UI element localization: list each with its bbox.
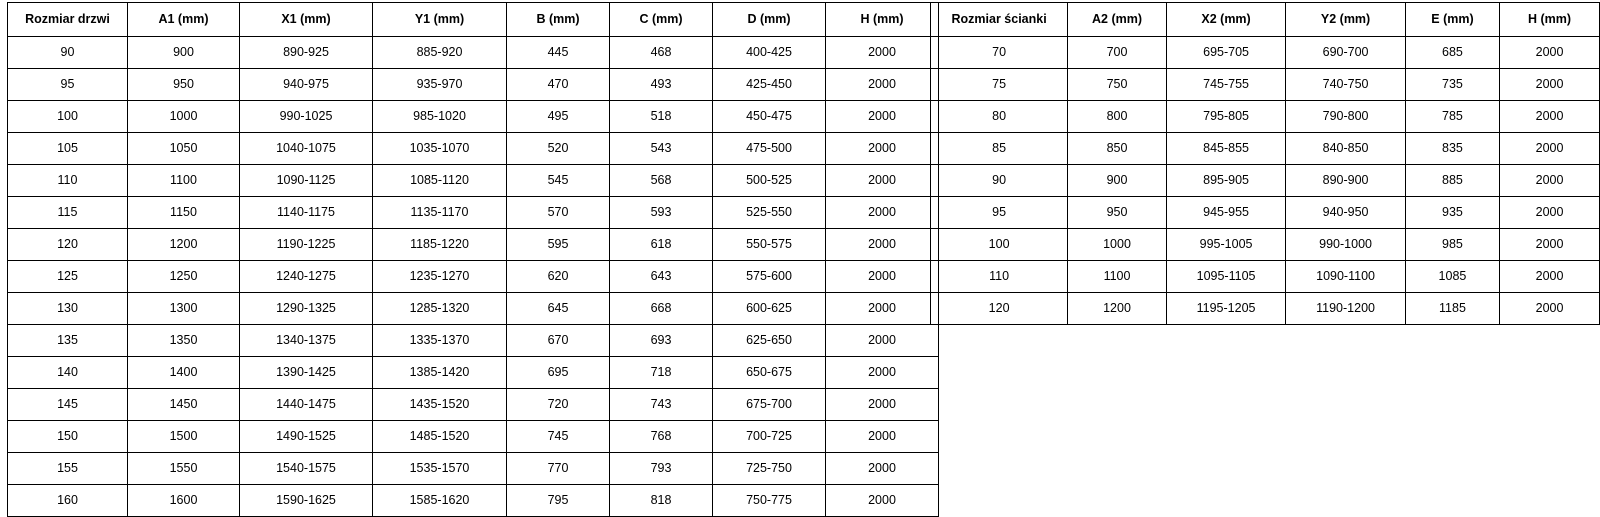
table-cell: 1185 xyxy=(1405,293,1499,325)
table-row xyxy=(931,101,1600,133)
table-cell: 745-755 xyxy=(1166,69,1286,101)
table-cell: 425-450 xyxy=(713,69,826,101)
table-cell: 1400 xyxy=(128,357,240,389)
table-cell: 1200 xyxy=(1068,293,1167,325)
table-cell: 2000 xyxy=(1500,165,1600,197)
table-cell: 1190-1225 xyxy=(240,229,373,261)
table-row xyxy=(8,165,939,197)
table-cell: 720 xyxy=(507,389,610,421)
walls-table-header xyxy=(931,3,1600,37)
table-cell: 718 xyxy=(610,357,713,389)
table-cell: 1235-1270 xyxy=(373,261,507,293)
table-cell: 850 xyxy=(1068,133,1167,165)
doors-table-header xyxy=(8,3,939,37)
table-cell: 1040-1075 xyxy=(240,133,373,165)
doors-dimensions-table-container xyxy=(7,2,939,517)
table-cell: 500-525 xyxy=(713,165,826,197)
table-cell: 115 xyxy=(8,197,128,229)
table-cell: 2000 xyxy=(826,389,939,421)
table-cell: 818 xyxy=(610,485,713,517)
table-cell: 2000 xyxy=(1500,197,1600,229)
table-cell: 110 xyxy=(931,261,1068,293)
table-cell: 543 xyxy=(610,133,713,165)
doors-column-header: X1 (mm) xyxy=(240,3,373,37)
table-cell: 1500 xyxy=(128,421,240,453)
table-cell: 2000 xyxy=(826,37,939,69)
table-cell: 985 xyxy=(1405,229,1499,261)
table-cell: 725-750 xyxy=(713,453,826,485)
walls-dimensions-table-container xyxy=(930,2,1600,325)
table-cell: 1300 xyxy=(128,293,240,325)
table-cell: 1250 xyxy=(128,261,240,293)
table-cell: 685 xyxy=(1405,37,1499,69)
table-cell: 618 xyxy=(610,229,713,261)
table-cell: 1540-1575 xyxy=(240,453,373,485)
table-cell: 625-650 xyxy=(713,325,826,357)
table-cell: 650-675 xyxy=(713,357,826,389)
table-cell: 1450 xyxy=(128,389,240,421)
table-cell: 795-805 xyxy=(1166,101,1286,133)
table-cell: 2000 xyxy=(826,421,939,453)
table-cell: 995-1005 xyxy=(1166,229,1286,261)
table-cell: 85 xyxy=(931,133,1068,165)
table-cell: 70 xyxy=(931,37,1068,69)
table-cell: 75 xyxy=(931,69,1068,101)
table-cell: 950 xyxy=(128,69,240,101)
table-cell: 890-925 xyxy=(240,37,373,69)
table-row xyxy=(8,389,939,421)
table-cell: 670 xyxy=(507,325,610,357)
doors-table-body xyxy=(8,37,939,517)
table-cell: 475-500 xyxy=(713,133,826,165)
walls-column-header: Rozmiar ścianki xyxy=(931,3,1068,37)
table-row xyxy=(8,37,939,69)
table-cell: 575-600 xyxy=(713,261,826,293)
doors-column-header: C (mm) xyxy=(610,3,713,37)
table-cell: 160 xyxy=(8,485,128,517)
table-cell: 110 xyxy=(8,165,128,197)
table-cell: 700 xyxy=(1068,37,1167,69)
doors-column-header: D (mm) xyxy=(713,3,826,37)
table-cell: 2000 xyxy=(826,357,939,389)
table-cell: 568 xyxy=(610,165,713,197)
table-cell: 1590-1625 xyxy=(240,485,373,517)
table-cell: 1535-1570 xyxy=(373,453,507,485)
table-row xyxy=(8,133,939,165)
table-cell: 668 xyxy=(610,293,713,325)
table-cell: 693 xyxy=(610,325,713,357)
table-cell: 545 xyxy=(507,165,610,197)
table-cell: 695-705 xyxy=(1166,37,1286,69)
walls-column-header: Y2 (mm) xyxy=(1286,3,1406,37)
table-cell: 155 xyxy=(8,453,128,485)
table-row xyxy=(931,133,1600,165)
walls-column-header: X2 (mm) xyxy=(1166,3,1286,37)
table-cell: 120 xyxy=(8,229,128,261)
table-cell: 2000 xyxy=(1500,293,1600,325)
table-cell: 2000 xyxy=(1500,133,1600,165)
table-cell: 2000 xyxy=(826,261,939,293)
table-cell: 2000 xyxy=(826,69,939,101)
table-cell: 2000 xyxy=(826,165,939,197)
table-cell: 900 xyxy=(1068,165,1167,197)
table-cell: 750 xyxy=(1068,69,1167,101)
table-cell: 945-955 xyxy=(1166,197,1286,229)
table-cell: 750-775 xyxy=(713,485,826,517)
table-cell: 1335-1370 xyxy=(373,325,507,357)
table-cell: 1100 xyxy=(1068,261,1167,293)
table-header-row xyxy=(8,3,939,37)
table-cell: 2000 xyxy=(826,101,939,133)
table-cell: 1085 xyxy=(1405,261,1499,293)
table-cell: 593 xyxy=(610,197,713,229)
table-row xyxy=(8,69,939,101)
table-cell: 743 xyxy=(610,389,713,421)
table-cell: 643 xyxy=(610,261,713,293)
table-cell: 2000 xyxy=(1500,69,1600,101)
walls-table-body xyxy=(931,37,1600,325)
table-cell: 1085-1120 xyxy=(373,165,507,197)
table-cell: 695 xyxy=(507,357,610,389)
table-row xyxy=(931,69,1600,101)
table-cell: 950 xyxy=(1068,197,1167,229)
table-cell: 620 xyxy=(507,261,610,293)
table-cell: 450-475 xyxy=(713,101,826,133)
table-cell: 470 xyxy=(507,69,610,101)
table-cell: 1050 xyxy=(128,133,240,165)
table-cell: 940-950 xyxy=(1286,197,1406,229)
table-row xyxy=(8,453,939,485)
table-row xyxy=(8,261,939,293)
table-cell: 1195-1205 xyxy=(1166,293,1286,325)
table-cell: 1585-1620 xyxy=(373,485,507,517)
table-cell: 125 xyxy=(8,261,128,293)
table-cell: 90 xyxy=(8,37,128,69)
table-cell: 895-905 xyxy=(1166,165,1286,197)
doors-dimensions-table xyxy=(7,2,939,517)
table-cell: 1100 xyxy=(128,165,240,197)
table-cell: 785 xyxy=(1405,101,1499,133)
table-cell: 1290-1325 xyxy=(240,293,373,325)
table-cell: 1000 xyxy=(128,101,240,133)
table-cell: 935 xyxy=(1405,197,1499,229)
table-cell: 595 xyxy=(507,229,610,261)
doors-column-header: H (mm) xyxy=(826,3,939,37)
table-cell: 105 xyxy=(8,133,128,165)
table-row xyxy=(8,197,939,229)
walls-column-header: E (mm) xyxy=(1405,3,1499,37)
table-cell: 990-1000 xyxy=(1286,229,1406,261)
table-cell: 1550 xyxy=(128,453,240,485)
table-cell: 845-855 xyxy=(1166,133,1286,165)
table-cell: 1140-1175 xyxy=(240,197,373,229)
table-cell: 2000 xyxy=(1500,229,1600,261)
table-cell: 890-900 xyxy=(1286,165,1406,197)
table-cell: 745 xyxy=(507,421,610,453)
table-cell: 740-750 xyxy=(1286,69,1406,101)
table-cell: 1135-1170 xyxy=(373,197,507,229)
table-row xyxy=(931,165,1600,197)
table-cell: 1440-1475 xyxy=(240,389,373,421)
doors-column-header: B (mm) xyxy=(507,3,610,37)
table-cell: 400-425 xyxy=(713,37,826,69)
table-cell: 795 xyxy=(507,485,610,517)
table-cell: 95 xyxy=(931,197,1068,229)
table-cell: 1185-1220 xyxy=(373,229,507,261)
doors-column-header: Rozmiar drzwi xyxy=(8,3,128,37)
table-row xyxy=(8,421,939,453)
table-row xyxy=(931,229,1600,261)
table-cell: 1490-1525 xyxy=(240,421,373,453)
table-cell: 2000 xyxy=(1500,101,1600,133)
table-cell: 840-850 xyxy=(1286,133,1406,165)
table-cell: 1200 xyxy=(128,229,240,261)
table-cell: 700-725 xyxy=(713,421,826,453)
table-cell: 95 xyxy=(8,69,128,101)
table-row xyxy=(931,197,1600,229)
table-cell: 150 xyxy=(8,421,128,453)
table-cell: 1000 xyxy=(1068,229,1167,261)
table-cell: 1600 xyxy=(128,485,240,517)
table-row xyxy=(8,357,939,389)
table-cell: 1035-1070 xyxy=(373,133,507,165)
table-cell: 900 xyxy=(128,37,240,69)
table-cell: 2000 xyxy=(826,197,939,229)
table-cell: 90 xyxy=(931,165,1068,197)
table-cell: 2000 xyxy=(1500,261,1600,293)
table-cell: 145 xyxy=(8,389,128,421)
table-cell: 520 xyxy=(507,133,610,165)
table-cell: 770 xyxy=(507,453,610,485)
table-cell: 2000 xyxy=(826,133,939,165)
table-cell: 2000 xyxy=(826,325,939,357)
table-cell: 495 xyxy=(507,101,610,133)
table-row xyxy=(8,229,939,261)
table-row xyxy=(8,293,939,325)
table-cell: 835 xyxy=(1405,133,1499,165)
table-cell: 1350 xyxy=(128,325,240,357)
table-cell: 1190-1200 xyxy=(1286,293,1406,325)
table-cell: 985-1020 xyxy=(373,101,507,133)
table-cell: 1485-1520 xyxy=(373,421,507,453)
walls-column-header: H (mm) xyxy=(1500,3,1600,37)
table-cell: 140 xyxy=(8,357,128,389)
table-cell: 445 xyxy=(507,37,610,69)
table-cell: 1150 xyxy=(128,197,240,229)
table-cell: 790-800 xyxy=(1286,101,1406,133)
table-header-row xyxy=(931,3,1600,37)
table-cell: 2000 xyxy=(826,293,939,325)
table-cell: 468 xyxy=(610,37,713,69)
walls-column-header: A2 (mm) xyxy=(1068,3,1167,37)
table-cell: 100 xyxy=(8,101,128,133)
table-cell: 130 xyxy=(8,293,128,325)
table-cell: 1240-1275 xyxy=(240,261,373,293)
table-cell: 1435-1520 xyxy=(373,389,507,421)
table-cell: 990-1025 xyxy=(240,101,373,133)
table-cell: 2000 xyxy=(826,485,939,517)
table-cell: 1340-1375 xyxy=(240,325,373,357)
table-row xyxy=(8,485,939,517)
table-cell: 1095-1105 xyxy=(1166,261,1286,293)
table-cell: 1090-1125 xyxy=(240,165,373,197)
table-cell: 735 xyxy=(1405,69,1499,101)
doors-column-header: A1 (mm) xyxy=(128,3,240,37)
table-cell: 1285-1320 xyxy=(373,293,507,325)
doors-column-header: Y1 (mm) xyxy=(373,3,507,37)
table-cell: 935-970 xyxy=(373,69,507,101)
table-cell: 885-920 xyxy=(373,37,507,69)
table-cell: 570 xyxy=(507,197,610,229)
table-cell: 690-700 xyxy=(1286,37,1406,69)
table-cell: 675-700 xyxy=(713,389,826,421)
table-cell: 793 xyxy=(610,453,713,485)
table-cell: 525-550 xyxy=(713,197,826,229)
walls-dimensions-table xyxy=(930,2,1600,325)
table-cell: 885 xyxy=(1405,165,1499,197)
table-row xyxy=(931,293,1600,325)
table-cell: 120 xyxy=(931,293,1068,325)
table-cell: 2000 xyxy=(826,229,939,261)
table-cell: 2000 xyxy=(826,453,939,485)
table-cell: 100 xyxy=(931,229,1068,261)
table-row xyxy=(931,261,1600,293)
table-row xyxy=(8,325,939,357)
table-cell: 550-575 xyxy=(713,229,826,261)
table-cell: 768 xyxy=(610,421,713,453)
table-cell: 645 xyxy=(507,293,610,325)
table-row xyxy=(8,101,939,133)
table-cell: 940-975 xyxy=(240,69,373,101)
table-cell: 1385-1420 xyxy=(373,357,507,389)
table-cell: 600-625 xyxy=(713,293,826,325)
table-cell: 135 xyxy=(8,325,128,357)
table-cell: 2000 xyxy=(1500,37,1600,69)
table-cell: 800 xyxy=(1068,101,1167,133)
table-cell: 1390-1425 xyxy=(240,357,373,389)
table-cell: 80 xyxy=(931,101,1068,133)
table-cell: 493 xyxy=(610,69,713,101)
table-row xyxy=(931,37,1600,69)
table-cell: 1090-1100 xyxy=(1286,261,1406,293)
table-cell: 518 xyxy=(610,101,713,133)
